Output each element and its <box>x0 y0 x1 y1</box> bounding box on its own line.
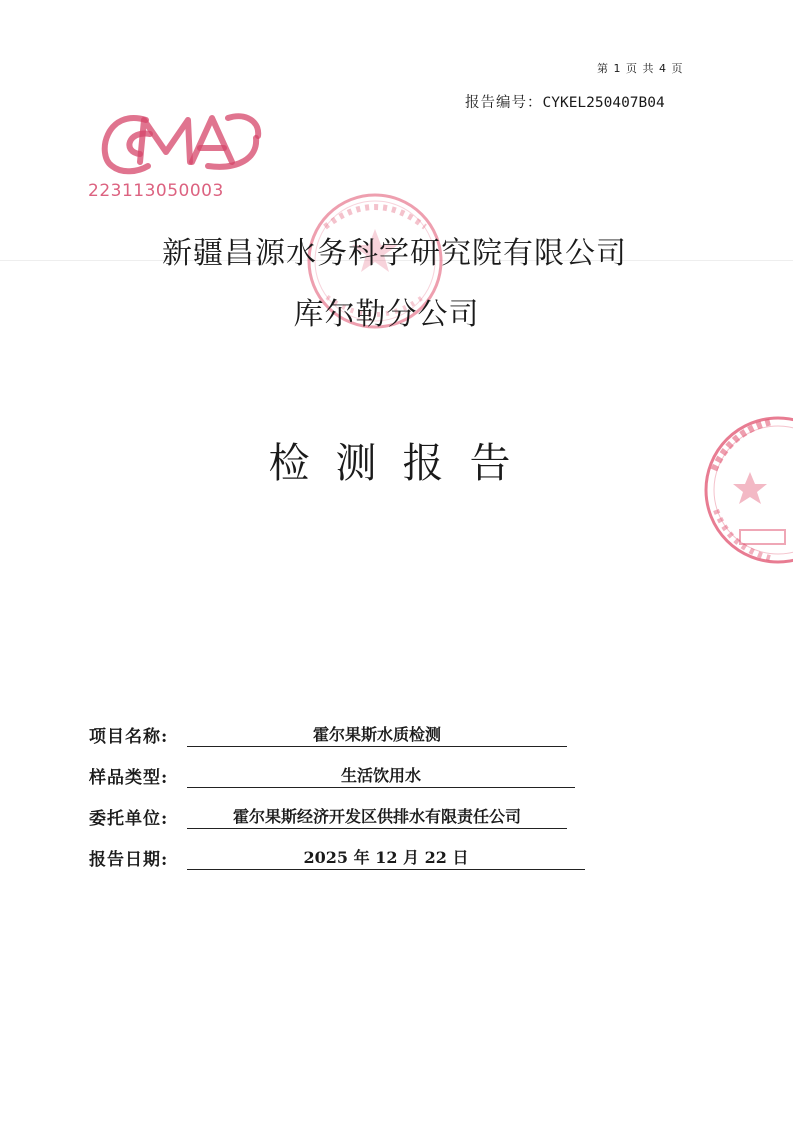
organization-name: 新疆昌源水务科学研究院有限公司 <box>162 236 627 271</box>
underline <box>187 787 575 788</box>
report-date-label: 报告日期: <box>89 850 169 870</box>
sample-type-value: 生活饮用水 <box>340 766 421 785</box>
client-value: 霍尔果斯经济开发区供排水有限责任公司 <box>232 807 521 826</box>
report-number-value: CYKEL250407B04 <box>542 95 665 111</box>
document-title: 检测报告 <box>268 439 537 487</box>
sample-type-label: 样品类型: <box>89 768 169 788</box>
project-value: 霍尔果斯水质检测 <box>312 725 441 744</box>
underline <box>187 746 567 747</box>
cma-certificate-number: 223113050003 <box>88 181 224 201</box>
client-label: 委托单位: <box>89 809 169 829</box>
underline <box>187 828 567 829</box>
report-number-label: 报告编号： <box>465 95 543 111</box>
report-date-value: 2025 年 12 月 22 日 <box>303 848 469 867</box>
report-number <box>465 91 665 112</box>
underline <box>187 869 585 870</box>
page-indicator: 第 1 页 共 4 页 <box>597 62 684 75</box>
organization-branch: 库尔勒分公司 <box>293 297 480 332</box>
project-label: 项目名称: <box>89 727 169 747</box>
